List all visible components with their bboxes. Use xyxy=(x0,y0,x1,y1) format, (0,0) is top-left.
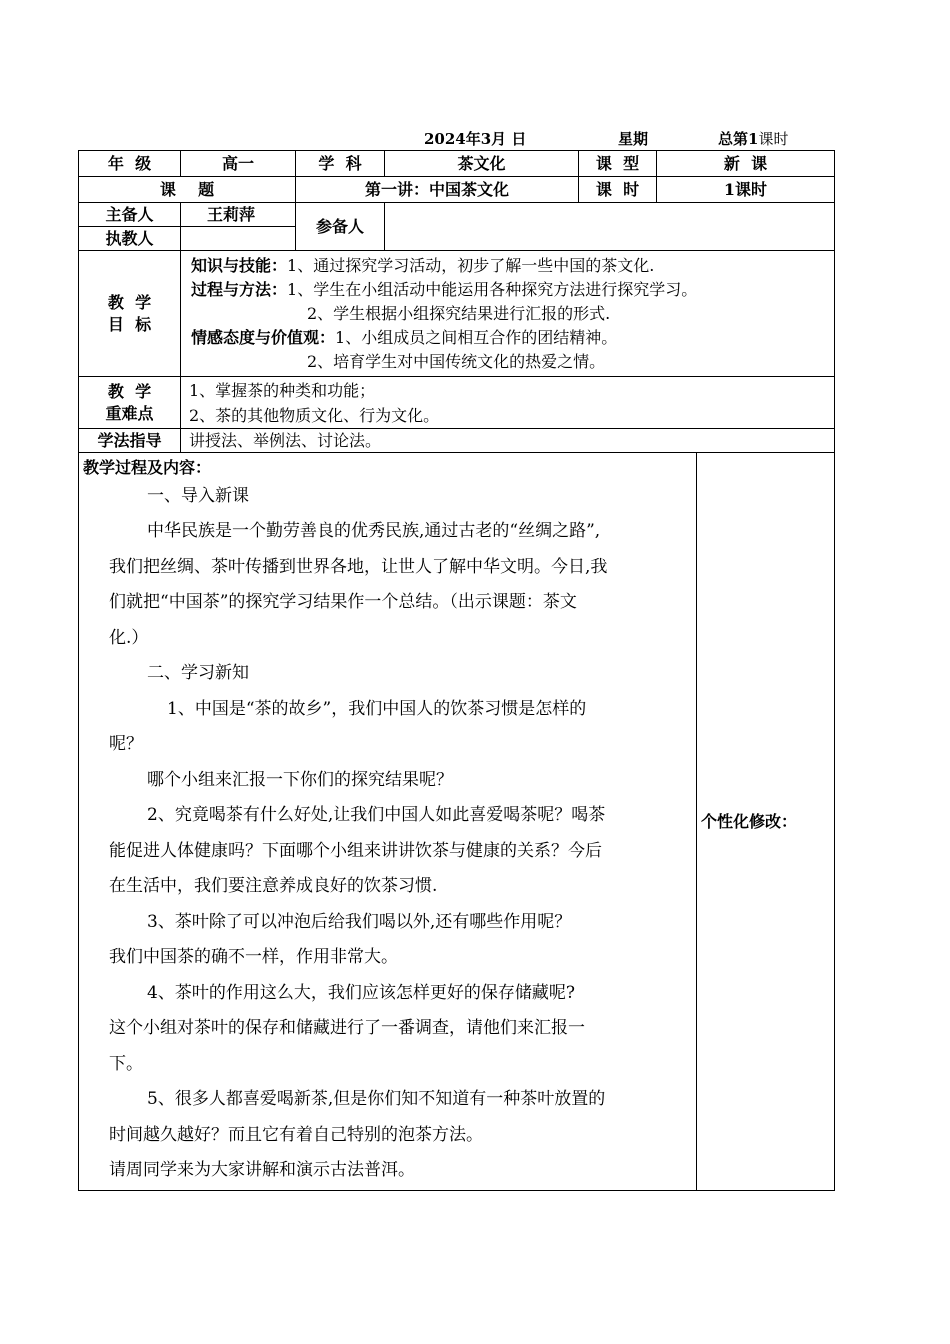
process-label: 过程与方法： xyxy=(191,279,288,299)
process-line: 在生活中，我们要注意养成良好的饮茶习惯. xyxy=(109,876,438,896)
process-line: 们就把“中国茶”的探究学习结果作一个总结。（出示课题：茶文 xyxy=(109,592,577,612)
process-line: 中华民族是一个勤劳善良的优秀民族,通过古老的“丝绸之路”, xyxy=(147,521,601,541)
lesson-header xyxy=(0,128,950,148)
process-line: 一、导入新课 xyxy=(147,485,249,506)
teacher-label: 执教人 xyxy=(79,227,181,251)
teacher-value xyxy=(181,227,296,251)
lesson-plan-table xyxy=(78,150,835,1191)
process-line: 我们中国茶的确不一样，作用非常大。 xyxy=(109,947,398,967)
knowledge-label: 知识与技能： xyxy=(191,255,288,275)
process-body xyxy=(83,479,692,1189)
goals-label xyxy=(79,251,181,377)
row-difficulty xyxy=(79,377,835,429)
type-label: 课 型 xyxy=(579,151,657,177)
difficulty-item-1: 1、掌握茶的种类和功能； xyxy=(189,380,376,400)
emotion-item-1: 1、小组成员之间相互合作的团结精神。 xyxy=(335,327,618,347)
process-line: 3、茶叶除了可以冲泡后给我们喝以外,还有哪些作用呢？ xyxy=(147,911,572,932)
lesson-weekday: 星期 xyxy=(618,130,649,148)
hours-label: 课 时 xyxy=(579,177,657,203)
row-main-preparer xyxy=(79,203,835,227)
hours-value: 1课时 xyxy=(657,177,835,203)
type-value: 新 课 xyxy=(657,151,835,177)
process-line: 时间越久越好？而且它有着自己特别的泡茶方法。 xyxy=(109,1124,483,1145)
personal-title: 个性化修改： xyxy=(701,811,798,831)
process-item-2: 2、学生根据小组探究结果进行汇报的形式. xyxy=(307,303,611,323)
process-line: 下。 xyxy=(109,1053,143,1074)
process-title: 教学过程及内容： xyxy=(83,457,212,477)
difficulty-label-line1: 教 学 xyxy=(107,381,152,401)
lesson-date: 2024年3月 日 xyxy=(424,130,527,148)
goals-label-line1: 教 学 xyxy=(107,292,152,312)
method-label: 学法指导 xyxy=(79,429,181,453)
main-preparer-label: 主备人 xyxy=(79,203,181,227)
emotion-label: 情感态度与价值观： xyxy=(191,327,336,347)
process-line: 2、究竟喝茶有什么好处,让我们中国人如此喜爱喝茶呢？喝茶 xyxy=(147,805,606,825)
process-line: 能促进人体健康吗？下面哪个小组来讲讲饮茶与健康的关系？今后 xyxy=(109,840,602,861)
difficulty-label-line2: 重难点 xyxy=(105,403,154,423)
difficulty-label xyxy=(79,377,181,429)
goals-content xyxy=(181,251,835,377)
main-preparer-value: 王莉萍 xyxy=(181,203,296,227)
knowledge-item-1: 1、通过探究学习活动，初步了解一些中国的茶文化. xyxy=(287,255,655,275)
process-line: 4、茶叶的作用这么大，我们应该怎样更好的保存储藏呢? xyxy=(147,982,575,1003)
co-preparer-value xyxy=(385,203,835,251)
row-method xyxy=(79,429,835,453)
process-line: 呢？ xyxy=(109,734,143,754)
process-line: 二、学习新知 xyxy=(147,663,249,683)
topic-label: 课 题 xyxy=(79,177,296,203)
emotion-item-2: 2、培育学生对中国传统文化的热爱之情。 xyxy=(307,351,606,371)
row-basic-info xyxy=(79,151,835,177)
difficulty-item-2: 2、茶的其他物质文化、行为文化。 xyxy=(189,405,440,425)
process-item-1: 1、学生在小组活动中能运用各种探究方法进行探究学习。 xyxy=(287,279,698,299)
personal-notes xyxy=(697,453,835,1191)
total-number: 1 xyxy=(748,130,759,148)
grade-value: 高一 xyxy=(181,151,296,177)
process-line: 5、很多人都喜爱喝新茶,但是你们知不知道有一种茶叶放置的 xyxy=(147,1089,606,1109)
subject-value: 茶文化 xyxy=(385,151,579,177)
goals-label-line2: 目 标 xyxy=(107,314,152,334)
process-line: 1、中国是“茶的故乡”，我们中国人的饮茶习惯是怎样的 xyxy=(167,698,587,719)
topic-value: 第一讲：中国茶文化 xyxy=(296,177,579,203)
total-suffix: 课时 xyxy=(758,130,789,148)
lesson-total xyxy=(718,128,788,149)
process-line: 我们把丝绸、茶叶传播到世界各地，让世人了解中华文明。今日,我 xyxy=(109,556,608,577)
difficulty-content xyxy=(181,377,835,429)
grade-label: 年 级 xyxy=(79,151,181,177)
process-line: 请周同学来为大家讲解和演示古法普洱。 xyxy=(109,1160,415,1180)
process-line: 这个小组对茶叶的保存和储藏进行了一番调查，请他们来汇报一 xyxy=(109,1018,585,1038)
method-value: 讲授法、举例法、讨论法。 xyxy=(181,429,835,453)
co-preparer-label: 参备人 xyxy=(296,203,385,251)
row-goals xyxy=(79,251,835,377)
process-line: 哪个小组来汇报一下你们的探究结果呢？ xyxy=(147,769,453,790)
row-topic xyxy=(79,177,835,203)
process-content xyxy=(79,453,697,1191)
row-process xyxy=(79,453,835,1191)
subject-label: 学 科 xyxy=(296,151,385,177)
total-prefix: 总第 xyxy=(718,130,749,148)
process-line: 化.） xyxy=(109,627,149,648)
